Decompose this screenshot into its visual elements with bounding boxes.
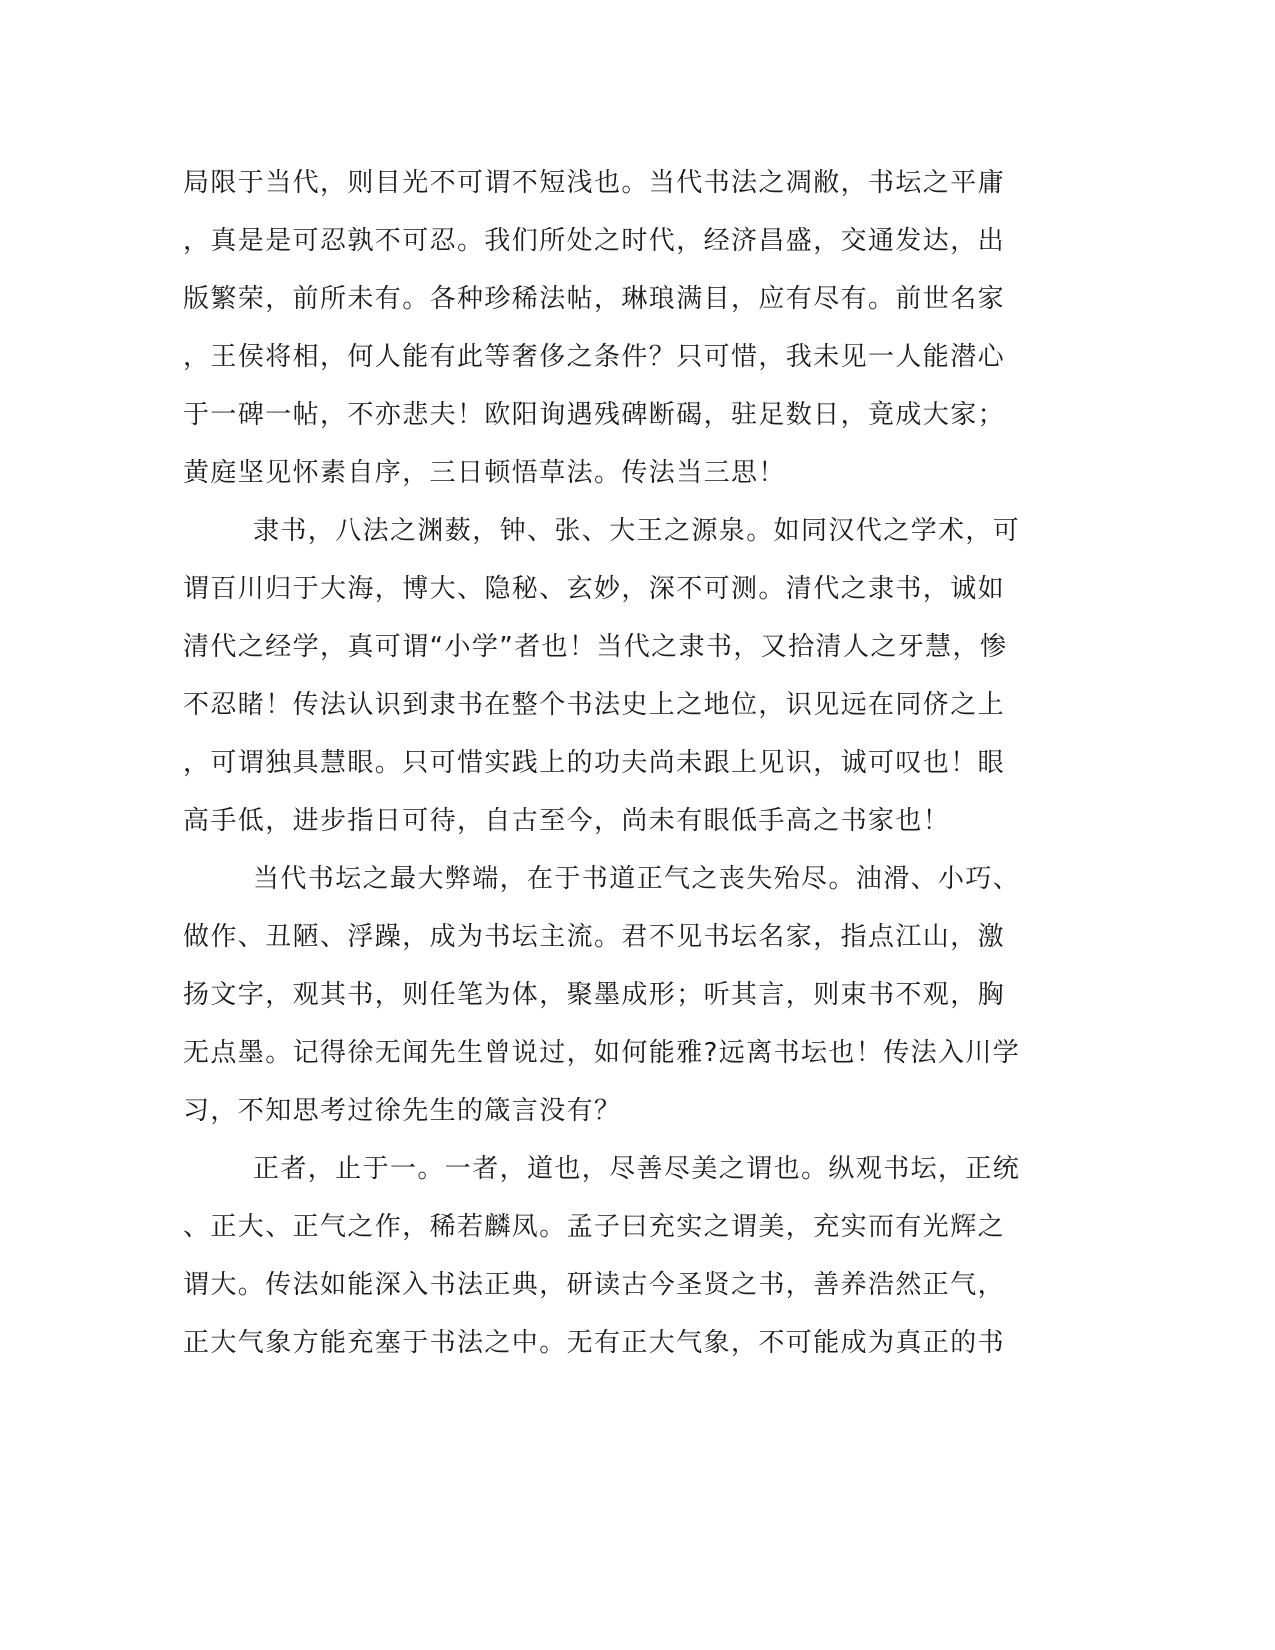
text-line: 清代之经学，真可谓“小学”者也！当代之隶书，又拾清人之牙慧，惨 [183, 632, 1008, 662]
text-line: 谓大。传法如能深入书法正典，研读古今圣贤之书，善养浩然正气， [183, 1270, 1006, 1300]
text-line: 正大气象方能充塞于书法之中。无有正大气象，不可能成为真正的书 [183, 1328, 1006, 1358]
text-line: 谓百川归于大海，博大、隐秘、玄妙，深不可测。清代之隶书，诚如 [183, 574, 1006, 604]
text-line: 局限于当代，则目光不可谓不短浅也。当代书法之凋敝，书坛之平庸 [183, 168, 1006, 198]
text-line: 黄庭坚见怀素自序，三日顿悟草法。传法当三思！ [183, 458, 786, 488]
text-line: 于一碑一帖，不亦悲夫！欧阳询遇残碑断碣，驻足数日，竟成大家； [183, 400, 1006, 430]
text-line: 隶书，八法之渊薮，钟、张、大王之源泉。如同汉代之学术，可 [253, 516, 1021, 546]
text-line: 高手低，进步指日可待，自古至今，尚未有眼低手高之书家也！ [183, 806, 951, 836]
text-line: 习，不知思考过徐先生的箴言没有？ [183, 1096, 622, 1126]
text-line: ，可谓独具慧眼。只可惜实践上的功夫尚未跟上见识，诚可叹也！眼 [183, 748, 1006, 778]
text-line: 当代书坛之最大弊端，在于书道正气之丧失殆尽。油滑、小巧、 [253, 864, 1021, 894]
text-line: 做作、丑陋、浮躁，成为书坛主流。君不见书坛名家，指点江山，激 [183, 922, 1006, 952]
text-line: 不忍睹！传法认识到隶书在整个书法史上之地位，识见远在同侪之上 [183, 690, 1006, 720]
text-line: 正者，止于一。一者，道也，尽善尽美之谓也。纵观书坛，正统 [253, 1154, 1021, 1184]
text-line: 、正大、正气之作，稀若麟凤。孟子曰充实之谓美，充实而有光辉之 [183, 1212, 1006, 1242]
text-line: 扬文字，观其书，则任笔为体，聚墨成形；听其言，则束书不观，胸 [183, 980, 1006, 1010]
text-line: ，王侯将相，何人能有此等奢侈之条件？只可惜，我未见一人能潜心 [183, 342, 1006, 372]
text-line: 无点墨。记得徐无闻先生曾说过，如何能雅?远离书坛也！传法入川学 [183, 1038, 1021, 1068]
text-line: 版繁荣，前所未有。各种珍稀法帖，琳琅满目，应有尽有。前世名家 [183, 284, 1006, 314]
text-line: ，真是是可忍孰不可忍。我们所处之时代，经济昌盛，交通发达，出 [183, 226, 1006, 256]
